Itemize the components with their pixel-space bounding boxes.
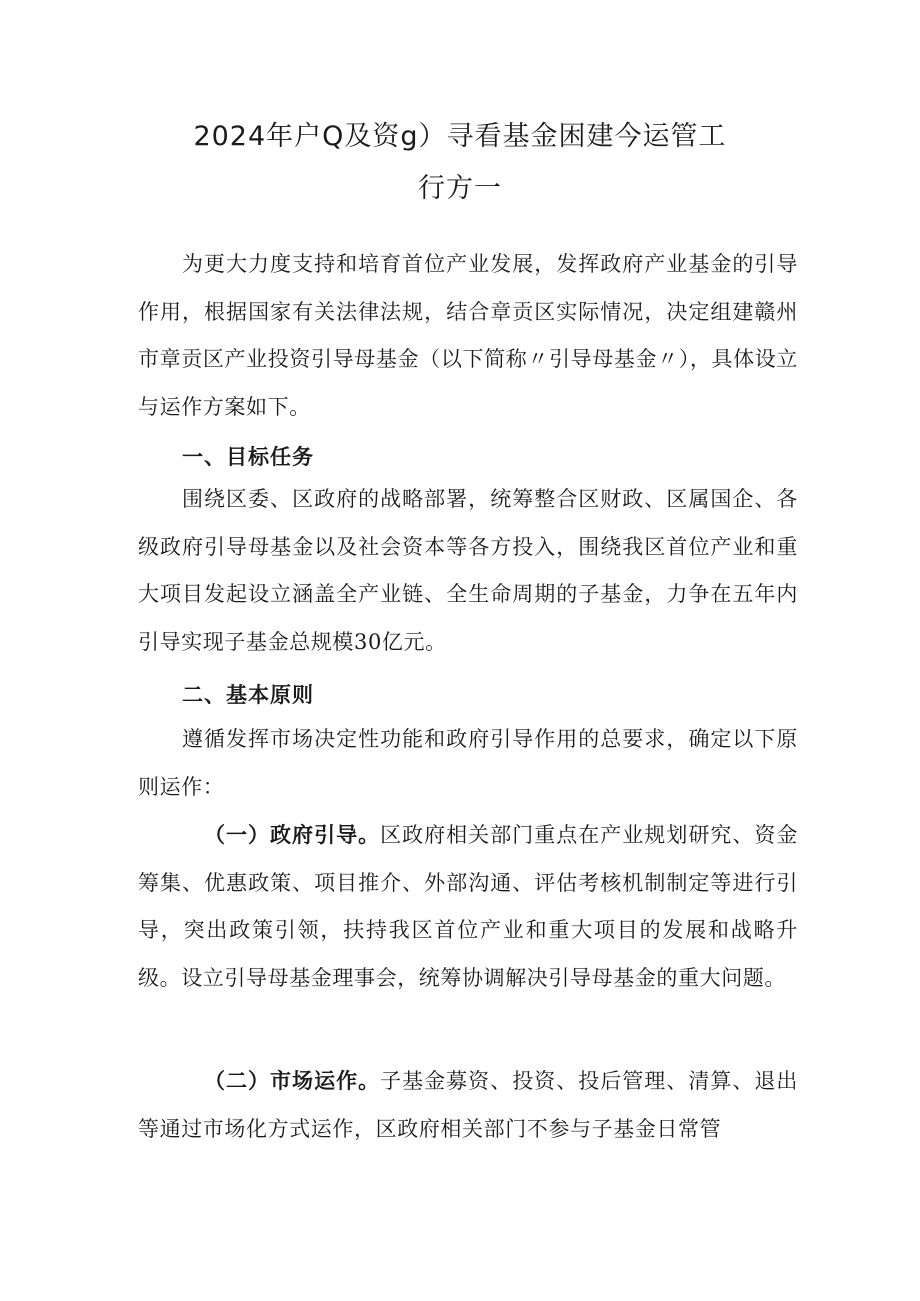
principle2-paragraph [138, 1058, 798, 1153]
section2-heading: 二、基本原则 [182, 683, 314, 707]
intro-paragraph: 为更大力度支持和培育首位产业发展，发挥政府产业基金的引导作用，根据国家有关法律法规，结合章贡区实际情况，决定组建赣州市章贡区产业投资引导母基金（以下简称〃引导母基金〃），具体设立与运作方案如下。 [138, 252, 798, 419]
principle1-body: 区政府相关部门重点在产业规划研究、资金筹集、优惠政策、项目推介、外部沟通、评估考核机制制定等进行引导，突出政策引领，扶持我区首位产业和重大项目的发展和战略升级。设立引导母基金理事会，统筹协调解决引导母基金的重大问题。 [138, 823, 798, 990]
section2-intro-paragraph: 遵循发挥市场决定性功能和政府引导作用的总要求，确定以下原则运作： [138, 727, 798, 799]
principle2-lead: （二）市场运作。 [204, 1069, 381, 1093]
section1-paragraph: 围绕区委、区政府的战略部署，统筹整合区财政、区属国企、各级政府引导母基金以及社会资本等各方投入，围绕我区首位产业和重大项目发起设立涵盖全产业链、全生命周期的子基金，力争在五年内引导实现子基金总规模30亿元。 [138, 487, 798, 654]
principle1-lead: （一）政府引导。 [204, 823, 381, 847]
document-title-line2: 行方一 [418, 173, 502, 204]
principle1-paragraph [138, 812, 798, 1002]
document-title-line1: 2024年户Q及资g）寻看基金困建今运管工 [193, 121, 727, 152]
section1-heading: 一、目标任务 [182, 445, 314, 469]
principle2-body: 子基金募资、投资、投后管理、清算、退出等通过市场化方式运作，区政府相关部门不参与子基金日常管 [138, 1069, 798, 1141]
